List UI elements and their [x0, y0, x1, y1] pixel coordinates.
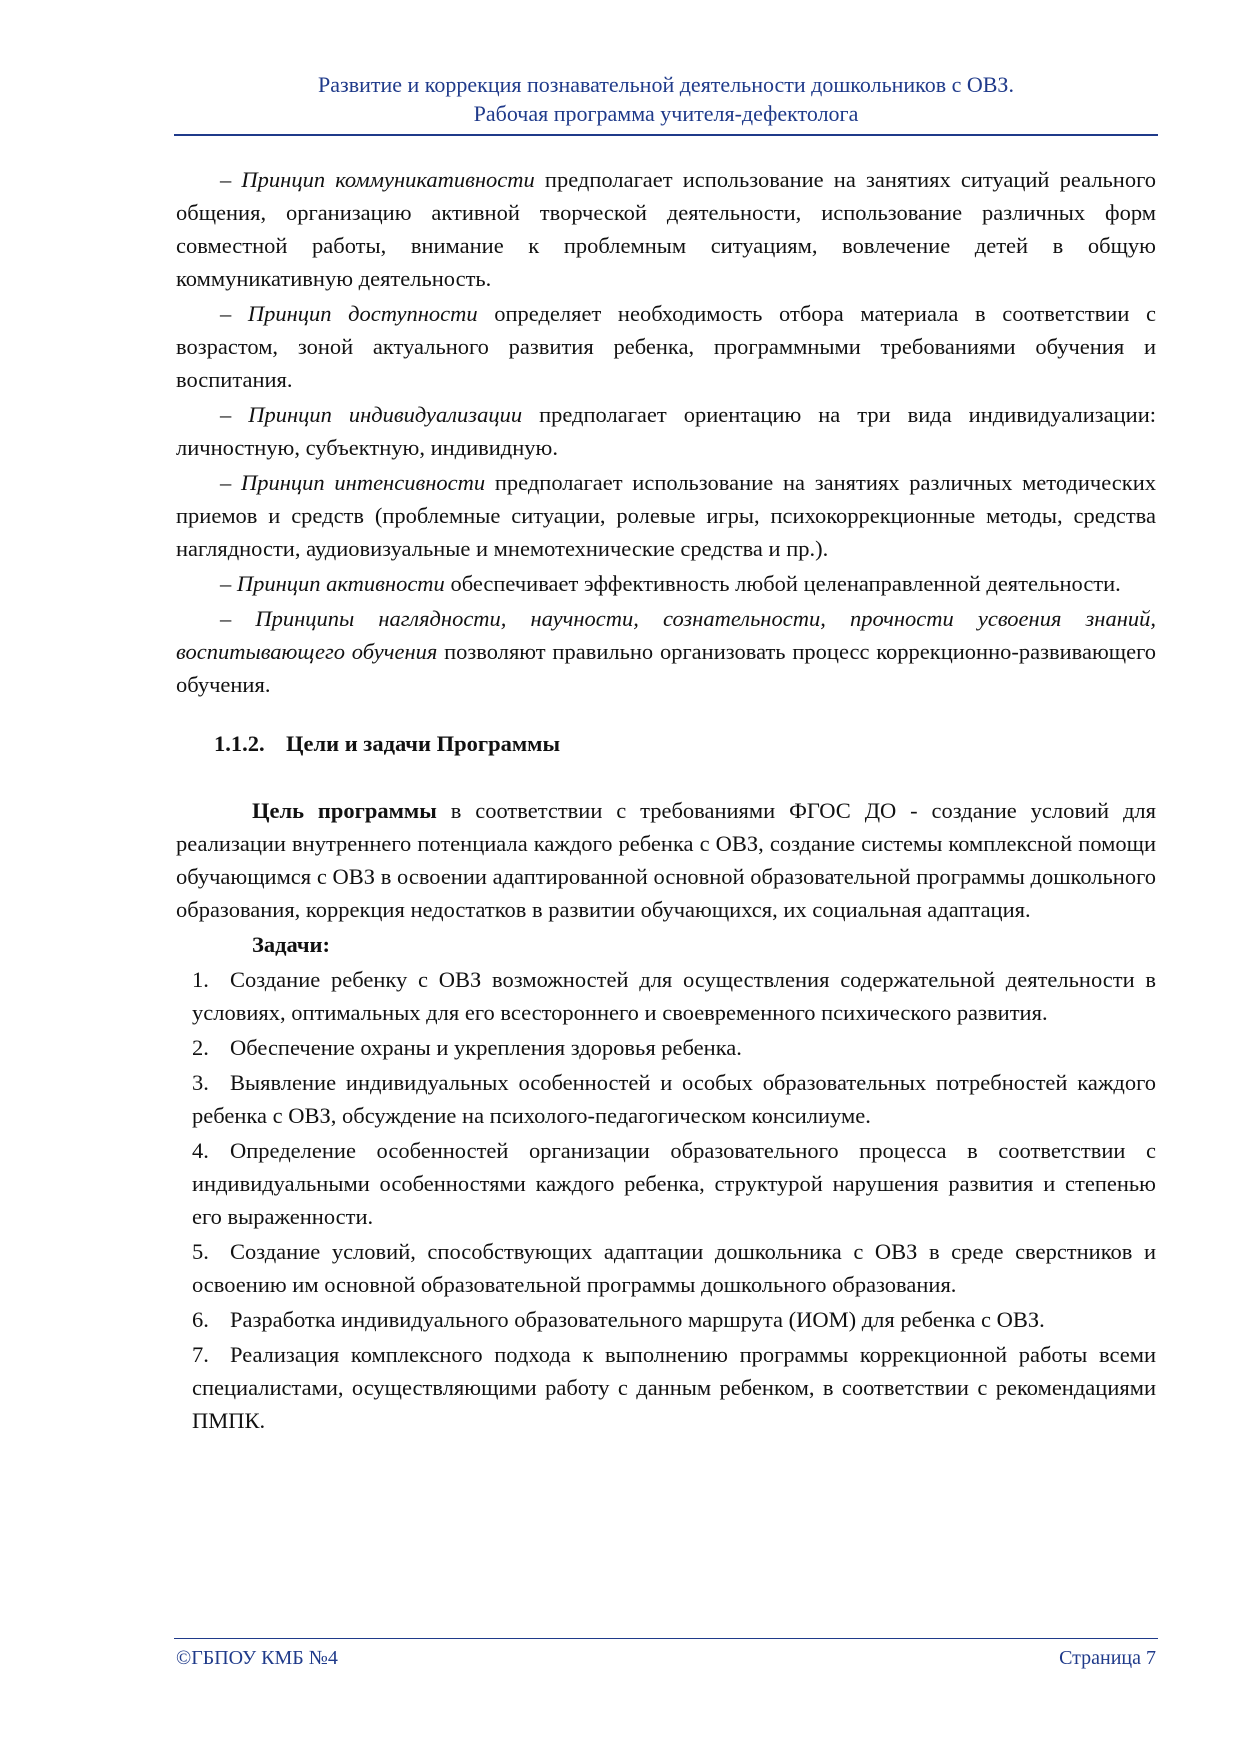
principle-text: предполагает ориентацию на три вида индивидуализации: личностную, субъектную, индивидную. — [176, 402, 1157, 460]
principle-term: Принцип интенсивности — [241, 470, 486, 495]
task-text: Создание условий, способствующих адаптации дошкольника с ОВЗ в среде сверстников и освоению им основной образовательной программы дошкольного образования. — [192, 1239, 1156, 1297]
header-title-line2: Рабочая программа учителя-дефектолога — [473, 101, 859, 126]
principle-term: Принцип активности — [236, 571, 445, 596]
principle-term: Принцип индивидуализации — [248, 402, 523, 427]
task-text: Создание ребенку с ОВЗ возможностей для осуществления содержательной деятельности в условиях, оптимальных для его всестороннего и своевременного психического развития. — [192, 967, 1156, 1025]
task-text: Обеспечение охраны и укрепления здоровья ребенка. — [230, 1035, 742, 1060]
section-number: 1.1.2. — [214, 731, 265, 756]
principle-paragraph — [176, 398, 1156, 464]
principle-text: позволяют правильно организовать процесс коррекционно-развивающего обучения. — [176, 639, 1157, 697]
task-item — [176, 1235, 1156, 1301]
task-text: Выявление индивидуальных особенностей и особых образовательных потребностей каждого ребенка с ОВЗ, обсуждение на психолого-педагогическом консилиуме. — [192, 1070, 1156, 1128]
principle-paragraph — [176, 466, 1156, 565]
principle-text: обеспечивает эффективность любой целенаправленной деятельности. — [444, 571, 1121, 596]
page-body — [176, 163, 1156, 1439]
task-item — [176, 1134, 1156, 1233]
task-item — [176, 1066, 1156, 1132]
goal-label: Цель программы — [252, 798, 437, 823]
page-number: Страница 7 — [1059, 1647, 1156, 1669]
task-item — [176, 963, 1156, 1029]
principle-text: определяет необходимость отбора материала в соответствии с возрастом, зоной актуального развития ребенка, программными требованиями обучения и воспитания. — [176, 301, 1156, 392]
tasks-title: Задачи: — [252, 932, 331, 957]
task-number: 6. — [192, 1307, 209, 1332]
task-number: 3. — [192, 1070, 209, 1095]
header-divider — [174, 134, 1158, 136]
task-item — [176, 1338, 1156, 1437]
principle-paragraph — [176, 163, 1156, 295]
task-text: Определение особенностей организации образовательного процесса в соответствии с индивидуальными особенностями каждого ребенка, структурой нарушения развития и степенью его выраженности. — [192, 1138, 1156, 1229]
principle-paragraph — [176, 297, 1156, 396]
task-number: 5. — [192, 1239, 209, 1264]
section-title: Цели и задачи Программы — [286, 731, 561, 756]
principle-paragraph — [176, 567, 1156, 600]
task-number: 7. — [192, 1342, 209, 1367]
task-item — [176, 1031, 1156, 1064]
page-header — [174, 70, 1158, 128]
task-item — [176, 1303, 1156, 1336]
principle-text: предполагает использование на занятиях различных методических приемов и средств (проблемные ситуации, ролевые игры, психокоррекционные методы, средства наглядности, аудиовизуальные и мнемотехнические средства и пр.). — [176, 470, 1156, 561]
task-number: 1. — [192, 967, 209, 992]
task-text: Разработка индивидуального образовательного маршрута (ИОМ) для ребенка с ОВЗ. — [230, 1307, 1045, 1332]
task-number: 2. — [192, 1035, 209, 1060]
principle-text: предполагает использование на занятиях ситуаций реального общения, организацию активной творческой деятельности, использование различных форм совместной работы, внимание к проблемным ситуациям, вовлечение детей в общую коммуникативную деятельность. — [176, 167, 1157, 291]
footer-divider — [174, 1638, 1158, 1639]
principle-term: Принципы наглядности, научности, сознательности, прочности усвоения знаний, воспитывающего обучения — [176, 606, 1156, 664]
header-title-line1: Развитие и коррекция познавательной деятельности дошкольников с ОВЗ. — [318, 72, 1014, 97]
principle-term: Принцип коммуникативности — [241, 167, 535, 192]
principle-term: Принцип доступности — [247, 301, 478, 326]
task-text: Реализация комплексного подхода к выполнению программы коррекционной работы всеми специалистами, осуществляющими работу с данным ребенком, в соответствии с рекомендациями ПМПК. — [192, 1342, 1156, 1433]
footer-copyright: ©ГБПОУ КМБ №4 — [176, 1647, 338, 1669]
section-heading — [176, 727, 1156, 760]
goal-text: в соответствии с требованиями ФГОС ДО - создание условий для реализации внутреннего потенциала каждого ребенка с ОВЗ, создание системы комплексной помощи обучающимся с ОВЗ в освоении адаптированной основной образовательной программы дошкольного образования, коррекция недостатков в развитии обучающихся, их социальная адаптация. — [176, 798, 1156, 922]
goal-paragraph — [176, 794, 1156, 926]
principle-paragraph — [176, 602, 1156, 701]
task-number: 4. — [192, 1138, 209, 1163]
